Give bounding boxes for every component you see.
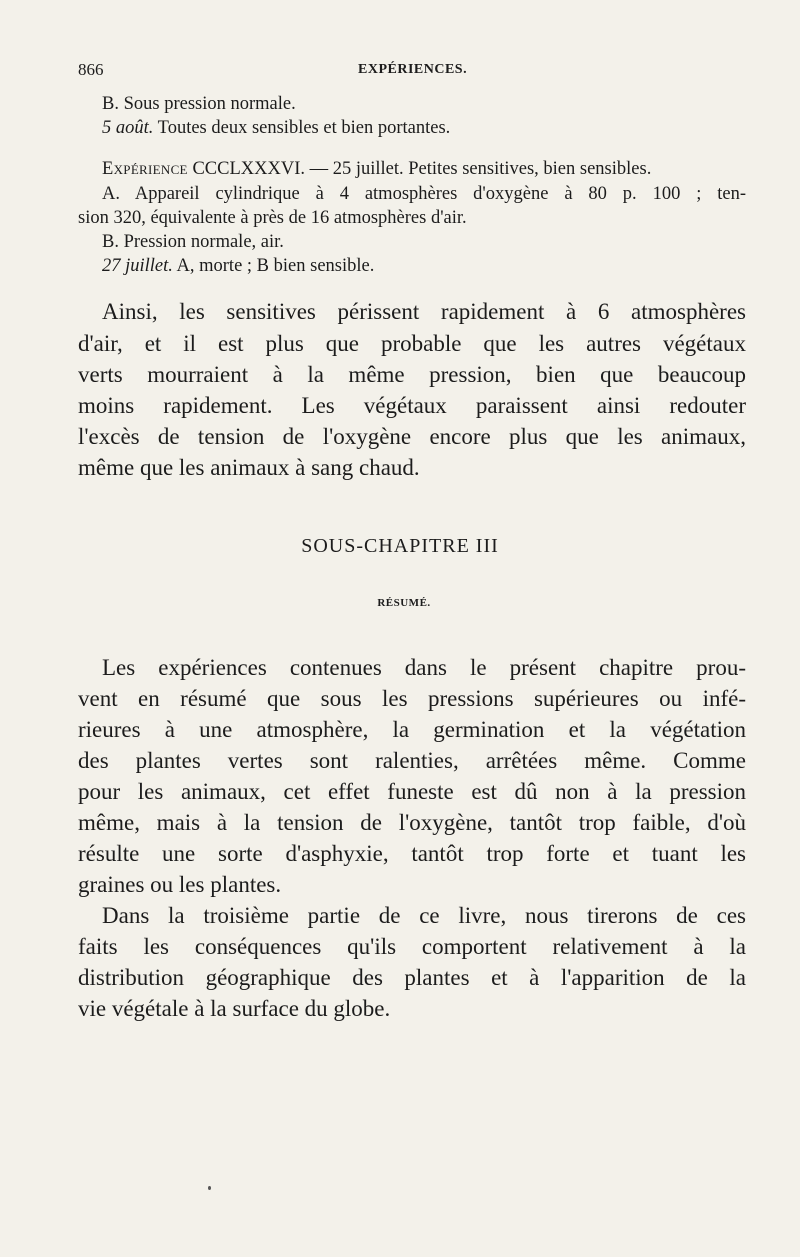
body-line: Les expériences contenues dans le présent chapitre prou- [102,655,746,680]
experience-heading [102,158,651,182]
body-line: des plantes vertes sont ralenties, arrêtées même. Comme [78,748,746,773]
body-line: même que les animaux à sang chaud. [78,455,420,480]
experience-label: Expérience [102,159,188,179]
body-line: l'excès de tension de l'oxygène encore plus que les animaux, [78,424,746,449]
body-line: rieures à une atmosphère, la germination et la végétation [78,717,746,742]
body-line: Ainsi, les sensitives périssent rapidement à 6 atmosphères [102,299,746,324]
note-date: 5 août. [102,118,154,138]
subchapter-title: SOUS-CHAPITRE III [301,535,499,557]
subchapter-subtitle: RÉSUMÉ. [377,597,431,609]
note-line: sion 320, équivalente à près de 16 atmosphères d'air. [78,208,467,228]
note-line: B. Sous pression normale. [102,94,296,114]
body-line: pour les animaux, cet effet funeste est dû non à la pression [78,779,746,804]
note-line [102,117,450,141]
note-date: 27 juillet. [102,256,173,276]
ink-speck [208,1186,211,1190]
note-line [102,255,374,279]
experience-text: CCCLXXXVI. — 25 juillet. Petites sensitives, bien sensibles. [187,159,652,179]
body-line: d'air, et il est plus que probable que les autres végétaux [78,331,746,356]
body-line: résulte une sorte d'asphyxie, tantôt trop forte et tuant les [78,841,746,866]
note-line: B. Pression normale, air. [102,232,284,252]
body-line: faits les conséquences qu'ils comportent relativement à la [78,934,746,959]
running-head [78,60,748,84]
note-line: A. Appareil cylindrique à 4 atmosphères d'oxygène à 80 p. 100 ; ten- [102,184,746,204]
body-line: vent en résumé que sous les pressions supérieures ou infé- [78,686,746,711]
body-line: verts mourraient à la même pression, bien que beaucoup [78,362,746,387]
page-number: 866 [78,60,104,79]
body-line: même, mais à la tension de l'oxygène, tantôt trop faible, d'où [78,810,746,835]
body-line: vie végétale à la surface du globe. [78,996,391,1021]
note-text: Toutes deux sensibles et bien portantes. [153,118,451,138]
body-line: graines ou les plantes. [78,872,282,897]
note-text: A, morte ; B bien sensible. [172,256,375,276]
body-line: moins rapidement. Les végétaux paraissent ainsi redouter [78,393,746,418]
body-line: distribution géographique des plantes et à l'apparition de la [78,965,746,990]
body-line: Dans la troisième partie de ce livre, nous tirerons de ces [102,903,746,928]
running-title: EXPÉRIENCES. [358,62,468,77]
